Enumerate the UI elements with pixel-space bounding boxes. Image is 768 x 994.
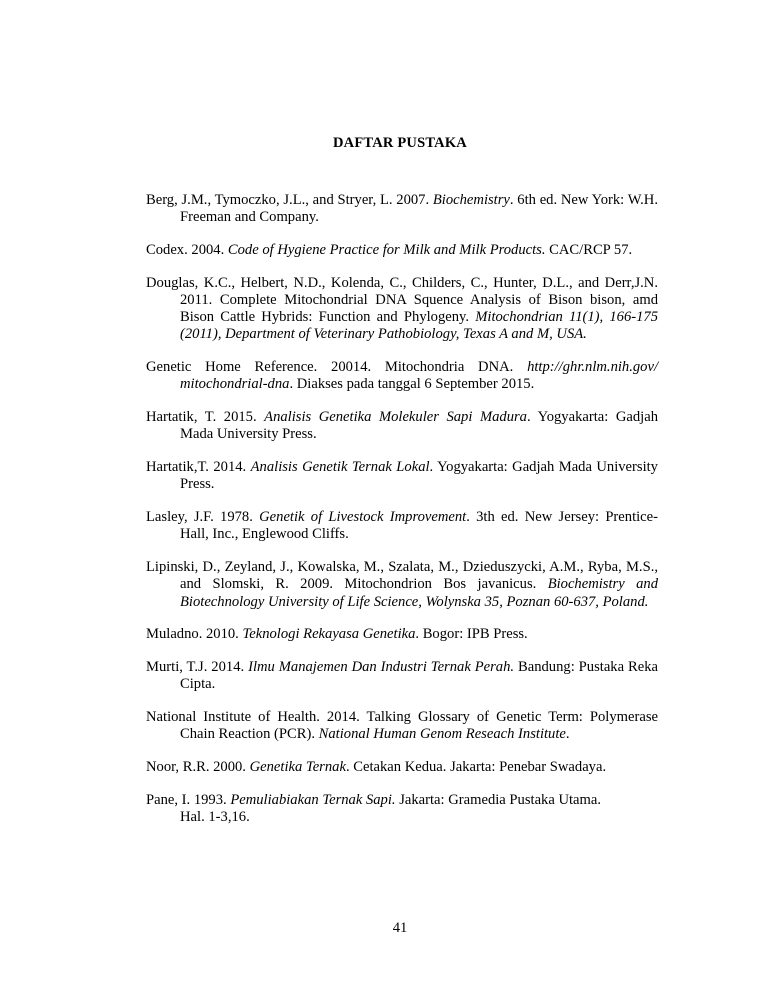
reference-italic-text: Biochemistry and Biotechnology University of Life Science, Wolynska 35, Poznan 60-637, Poland. (180, 576, 658, 610)
reference-text: . 6th ed. New York: W.H. Freeman and Company. (180, 192, 658, 226)
reference-text: . Yogyakarta: Gadjah Mada University Press. (180, 409, 658, 443)
reference-italic-text: Analisis Genetika Molekuler Sapi Madura (264, 409, 527, 426)
reference-list (146, 192, 658, 842)
reference-text: CAC/RCP 57. (545, 242, 633, 258)
reference-text: Bandung: Pustaka Reka Cipta. (180, 659, 658, 693)
reference-text: . Cetakan Kedua. Jakarta: Penebar Swadaya. (345, 759, 607, 776)
reference-italic-text: Ilmu Manajemen Dan Industri Ternak Perah. (248, 659, 515, 676)
reference-text: Muladno. 2010. (146, 626, 243, 643)
reference-text: . Yogyakarta: Gadjah Mada University Press. (180, 459, 658, 493)
reference-text: Pane, I. 1993. (146, 792, 231, 808)
reference-text: Jakarta: Gramedia Pustaka Utama. (395, 792, 602, 808)
page-heading: DAFTAR PUSTAKA (333, 135, 467, 151)
reference-entry (146, 359, 658, 393)
reference-entry (146, 759, 658, 776)
reference-text: . (565, 726, 570, 743)
reference-italic-text: Teknologi Rekayasa Genetika (242, 626, 416, 643)
reference-entry (146, 459, 658, 493)
reference-entry (146, 659, 658, 693)
reference-italic-text: National Human Genom Reseach Institute (318, 726, 566, 743)
reference-text: Berg, J.M., Tymoczko, J.L., and Stryer, L. 2007. (146, 192, 433, 208)
reference-entry (146, 559, 658, 611)
reference-entry (146, 709, 658, 743)
reference-text: . 3th ed. New Jersey: Prentice-Hall, Inc., Englewood Cliffs. (180, 509, 658, 543)
reference-text: . Bogor: IPB Press. (415, 626, 528, 643)
reference-entry (146, 792, 658, 826)
reference-text: Hal. 1-3,16. (180, 809, 250, 826)
reference-text: Genetic Home Reference. 20014. Mitochondria DNA. (146, 359, 528, 376)
reference-italic-text: Mitochondrian 11(1), 166-175 (2011), Department of Veterinary Pathobiology, Texas A and M, USA. (180, 309, 658, 343)
reference-entry (146, 409, 658, 443)
reference-italic-text: Analisis Genetik Ternak Lokal (250, 459, 430, 476)
reference-text: National Institute of Health. 2014. Talking Glossary of Genetic Term: Polymerase Chain Reaction (PCR). (146, 709, 658, 743)
reference-italic-text: Code of Hygiene Practice for Milk and Milk Products. (227, 242, 546, 258)
reference-text: Hartatik, T. 2015. (146, 409, 265, 426)
reference-entry (146, 242, 658, 259)
reference-text: . Diakses pada tanggal 6 September 2015. (289, 376, 535, 393)
reference-text: Lipinski, D., Zeyland, J., Kowalska, M., Szalata, M., Dzieduszycki, A.M., Ryba, M.S., and Slomski, R. 2009. Mitochondrion Bos javanicus. (146, 559, 658, 593)
reference-text: Codex. 2004. (146, 242, 228, 258)
reference-italic-text: Genetik of Livestock Improvement (259, 509, 467, 526)
reference-italic-text: http://ghr.nlm.nih.gov/ mitochondrial-dna (180, 359, 658, 393)
reference-entry (146, 192, 658, 226)
reference-text: Noor, R.R. 2000. (146, 759, 250, 776)
reference-text: Douglas, K.C., Helbert, N.D., Kolenda, C., Childers, C., Hunter, D.L., and Derr,J.N. 2011. Complete Mitochondrial DNA Squence Analysis of Bison bison, amd Bison Cattle Hybrids: Function and Phylogeny. (146, 274, 658, 326)
reference-italic-text: Genetika Ternak (249, 759, 346, 776)
page-number: 41 (392, 920, 408, 936)
reference-italic-text: Pemuliabiakan Ternak Sapi. (230, 792, 396, 808)
reference-entry (146, 626, 658, 643)
reference-italic-text: Biochemistry (432, 192, 510, 208)
reference-text: Lasley, J.F. 1978. (146, 509, 260, 526)
reference-entry (146, 275, 658, 344)
reference-text: Hartatik,T. 2014. (146, 459, 251, 476)
reference-entry (146, 509, 658, 543)
reference-text: Murti, T.J. 2014. (146, 659, 249, 676)
